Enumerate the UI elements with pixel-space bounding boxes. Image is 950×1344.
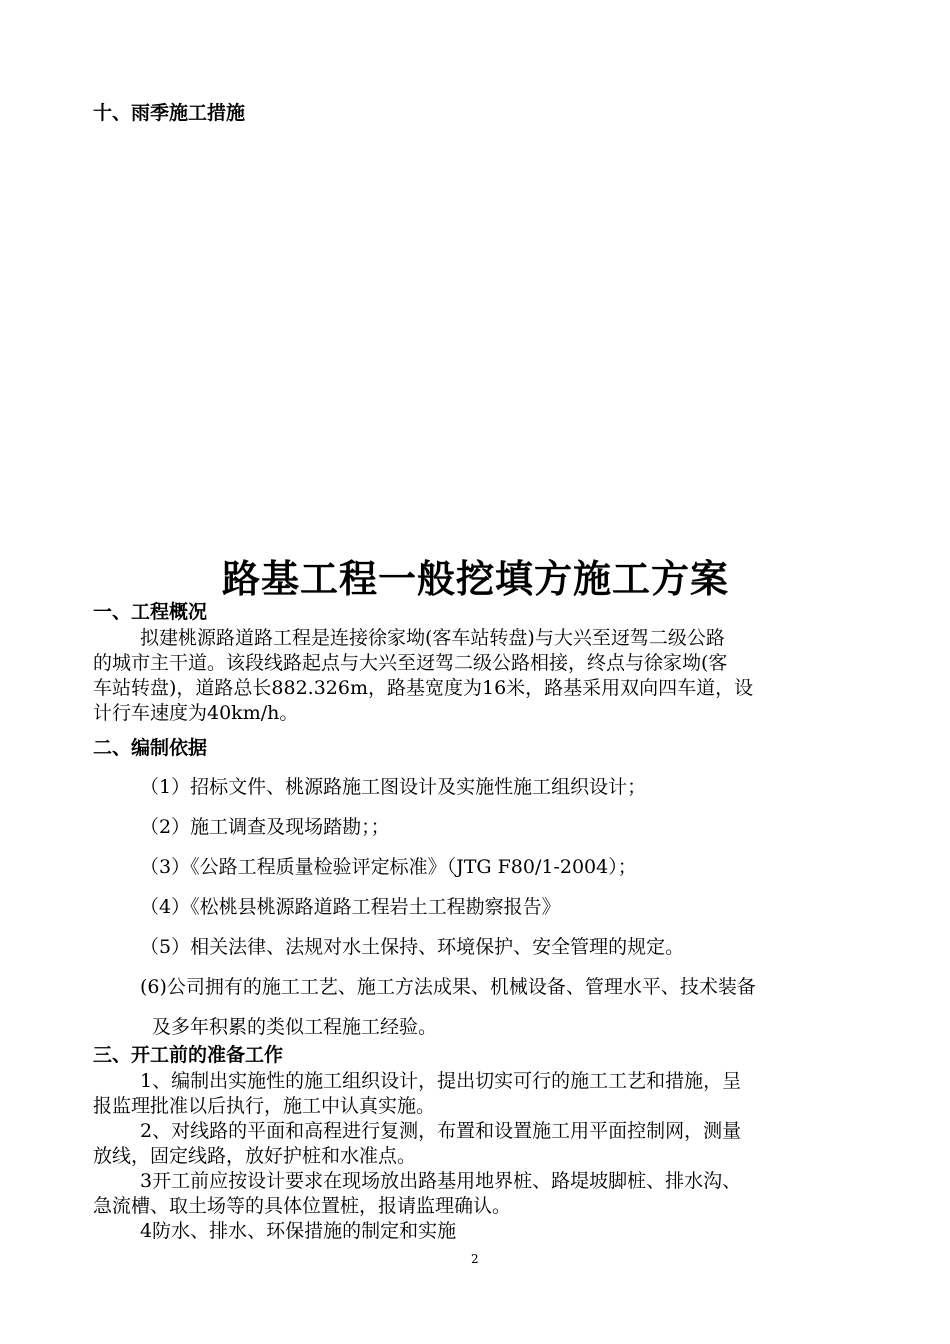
section-1-heading: 一、工程概况 <box>93 601 208 623</box>
section-2-item: （1）招标文件、桃源路施工图设计及实施性施工组织设计； <box>140 776 647 798</box>
top-heading: 十、雨季施工措施 <box>93 102 246 124</box>
section-3-line: 放线，固定线路，放好护桩和水准点。 <box>93 1145 417 1167</box>
page-title: 路基工程一般挖填方施工方案 <box>222 557 730 601</box>
section-3-line: 4防水、排水、环保措施的制定和实施 <box>140 1220 457 1242</box>
section-1-line: 的城市主干道。该段线路起点与大兴至迓驾二级公路相接，终点与徐家坳(客 <box>93 652 728 674</box>
section-3-line: 3开工前应按设计要求在现场放出路基用地界桩、路堤坡脚桩、排水沟、 <box>140 1170 742 1192</box>
page-number: 2 <box>471 1252 479 1266</box>
section-1-line: 计行车速度为40km/h。 <box>93 702 299 724</box>
section-3-line: 2、对线路的平面和高程进行复测，布置和设置施工用平面控制网，测量 <box>140 1120 742 1142</box>
section-2-item: （5）相关法律、法规对水土保持、环境保护、安全管理的规定。 <box>140 936 685 958</box>
section-2-item: (6)公司拥有的施工工艺、施工方法成果、机械设备、管理水平、技术装备 <box>140 976 756 998</box>
section-2-item: 及多年积累的类似工程施工经验。 <box>152 1016 438 1038</box>
section-2-item: （2）施工调查及现场踏勘；； <box>140 816 390 838</box>
section-3-line: 1、编制出实施性的施工组织设计，提出切实可行的施工工艺和措施，呈 <box>140 1070 742 1092</box>
section-2-heading: 二、编制依据 <box>93 737 208 759</box>
section-2-item: （4）《松桃县桃源路道路工程岩土工程勘察报告》 <box>140 896 561 918</box>
section-1-line: 拟建桃源路道路工程是连接徐家坳(客车站转盘)与大兴至迓驾二级公路 <box>140 627 725 649</box>
section-3-line: 报监理批准以后执行，施工中认真实施。 <box>93 1095 436 1117</box>
section-2-item: （3）《公路工程质量检验评定标准》（JTG F80/1-2004）； <box>140 856 637 878</box>
section-3-heading: 三、开工前的准备工作 <box>93 1044 284 1066</box>
section-1-line: 车站转盘)，道路总长882.326m，路基宽度为16米，路基采用双向四车道，设 <box>93 677 754 699</box>
section-3-line: 急流槽、取土场等的具体位置桩，报请监理确认。 <box>93 1195 512 1217</box>
